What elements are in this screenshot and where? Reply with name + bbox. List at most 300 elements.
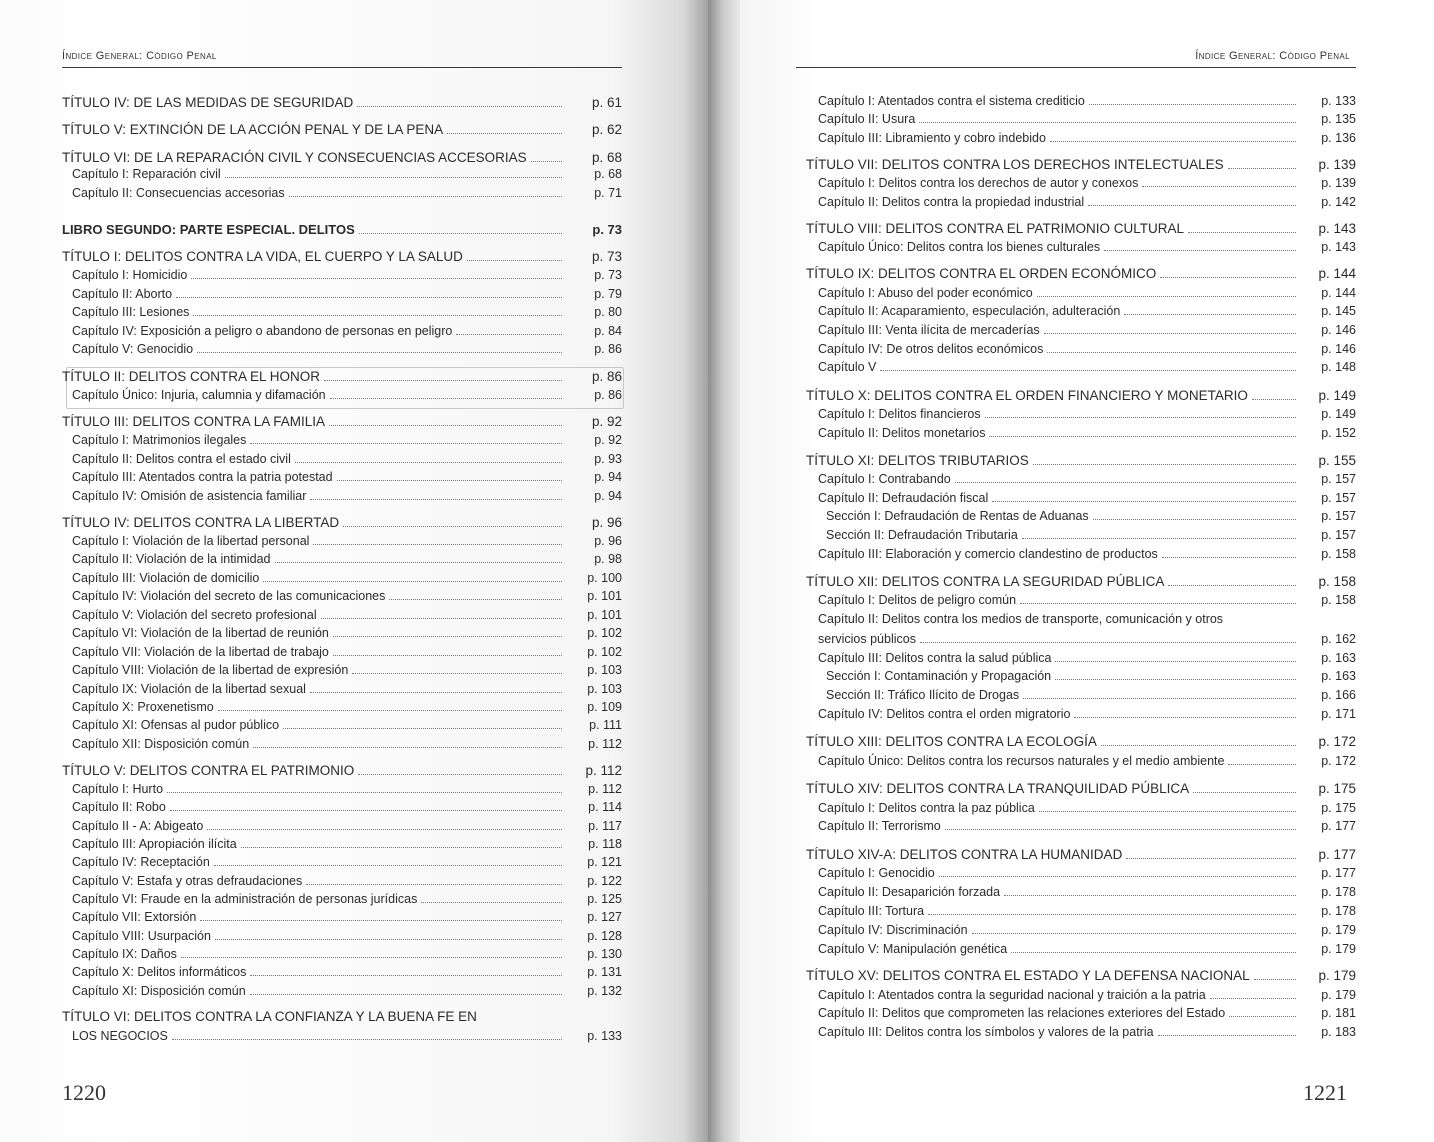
entry-page-number: p. 177 xyxy=(1321,866,1356,880)
dot-leader xyxy=(207,828,562,830)
dot-leader xyxy=(170,809,562,811)
entry-title: Capítulo I: Delitos contra la paz pública xyxy=(818,801,1035,815)
dot-leader xyxy=(389,598,562,600)
entry-page-number: p. 62 xyxy=(591,122,622,137)
entry-title: Capítulo X: Delitos informáticos xyxy=(72,965,247,979)
left-toc-entry xyxy=(62,963,622,981)
entry-page-number: p. 175 xyxy=(1321,801,1356,815)
left-toc-entry xyxy=(62,184,622,202)
entry-title: Capítulo II: Delitos que comprometen las relaciones exteriores del Estado xyxy=(818,1006,1226,1020)
entry-title: Capítulo III: Atentados contra la patria potestad xyxy=(72,470,333,484)
entry-title: Capítulo I: Matrimonios ilegales xyxy=(72,433,247,447)
entry-title: Capítulo Único: Delitos contra los recursos naturales y el medio ambiente xyxy=(818,754,1225,768)
entry-page-number: p. 183 xyxy=(1321,1025,1356,1039)
right-toc-entry xyxy=(806,156,1356,174)
entry-title: Capítulo IX: Violación de la libertad sexual xyxy=(72,682,306,696)
entry-page-number: p. 73 xyxy=(591,249,622,264)
dot-leader xyxy=(1228,763,1296,765)
entry-title: Capítulo IX: Daños xyxy=(72,947,177,961)
entry-title: Sección I: Defraudación de Rentas de Aduanas xyxy=(826,509,1089,523)
entry-title: Capítulo IV: Exposición a peligro o abandono de personas en peligro xyxy=(72,324,453,338)
right-toc-entry xyxy=(806,358,1356,376)
entry-page-number: p. 144 xyxy=(1318,266,1356,281)
left-toc-entry xyxy=(62,468,622,486)
entry-page-number: p. 118 xyxy=(588,837,622,851)
dot-leader xyxy=(467,259,562,261)
entry-page-number: p. 112 xyxy=(588,737,622,751)
entry-page-number: p. 93 xyxy=(594,452,622,466)
entry-page-number: p. 128 xyxy=(587,929,622,943)
entry-title: Capítulo IV: Receptación xyxy=(72,855,210,869)
entry-title: TÍTULO XIV-A: DELITOS CONTRA LA HUMANIDAD xyxy=(806,847,1123,862)
dot-leader xyxy=(321,617,562,619)
left-toc-entry xyxy=(62,716,622,734)
entry-title: Capítulo XII: Disposición común xyxy=(72,737,250,751)
entry-title: Capítulo III: Delitos contra la salud pública xyxy=(818,651,1052,665)
entry-title: Capítulo XI: Ofensas al pudor público xyxy=(72,718,280,732)
right-toc-entry xyxy=(806,940,1356,958)
dot-leader xyxy=(1160,276,1296,278)
entry-page-number: p. 79 xyxy=(594,287,622,301)
right-toc-entry xyxy=(806,545,1356,563)
dot-leader xyxy=(283,727,562,729)
left-toc-entry xyxy=(62,340,622,358)
entry-title: Capítulo V: Violación del secreto profesional xyxy=(72,608,317,622)
entry-title: Capítulo V: Estafa y otras defraudaciones xyxy=(72,874,303,888)
entry-title: Capítulo III: Tortura xyxy=(818,904,925,918)
entry-page-number: p. 149 xyxy=(1318,388,1356,403)
dot-leader xyxy=(193,314,562,316)
entry-page-number: p. 117 xyxy=(588,819,622,833)
entry-title: TÍTULO XII: DELITOS CONTRA LA SEGURIDAD PÚBLICA xyxy=(806,574,1165,589)
dot-leader xyxy=(289,195,562,197)
entry-page-number: p. 163 xyxy=(1321,651,1356,665)
entry-title: Sección II: Defraudación Tributaria xyxy=(826,528,1018,542)
left-toc-entry xyxy=(62,982,622,1000)
entry-page-number: p. 131 xyxy=(587,965,622,979)
dot-leader xyxy=(1104,249,1296,251)
dot-leader xyxy=(250,974,562,976)
right-toc-entry xyxy=(806,489,1356,507)
dot-leader xyxy=(330,397,562,399)
right-toc-entry xyxy=(806,573,1356,591)
entry-page-number: p. 103 xyxy=(587,682,622,696)
left-toc-entry xyxy=(62,780,622,798)
left-toc-entry xyxy=(62,487,622,505)
dot-leader xyxy=(313,543,562,545)
dot-leader xyxy=(989,435,1296,437)
dot-leader xyxy=(1101,744,1296,746)
right-toc-entry xyxy=(806,470,1356,488)
entry-page-number: p. 172 xyxy=(1321,754,1356,768)
dot-leader xyxy=(181,956,562,958)
entry-title: Capítulo IV: Discriminación xyxy=(818,923,968,937)
entry-page-number: p. 101 xyxy=(587,589,622,603)
entry-page-number: p. 157 xyxy=(1321,472,1356,486)
entry-title: Capítulo XI: Disposición común xyxy=(72,984,246,998)
right-header-rule xyxy=(796,67,1356,68)
dot-leader xyxy=(1124,313,1296,315)
entry-page-number: p. 132 xyxy=(587,984,622,998)
entry-page-number: p. 133 xyxy=(1321,94,1356,108)
entry-page-number: p. 177 xyxy=(1321,819,1356,833)
right-toc-entry xyxy=(806,864,1356,882)
dot-leader xyxy=(456,333,562,335)
entry-page-number: p. 84 xyxy=(594,324,622,338)
entry-title: Capítulo V: Genocidio xyxy=(72,342,194,356)
entry-title: LOS NEGOCIOS xyxy=(72,1029,168,1043)
dot-leader xyxy=(955,481,1296,483)
dot-leader xyxy=(992,500,1296,502)
entry-title: Capítulo II: Consecuencias accesorias xyxy=(72,186,285,200)
left-header-rule xyxy=(62,67,622,68)
entry-title: TÍTULO VI: DE LA REPARACIÓN CIVIL Y CONSECUENCIAS ACCESORIAS xyxy=(62,150,527,165)
left-toc-entry xyxy=(62,550,622,568)
dot-leader xyxy=(1020,602,1296,604)
entry-page-number: p. 162 xyxy=(1321,632,1356,646)
entry-title: Capítulo III: Venta ilícita de mercaderías xyxy=(818,323,1040,337)
entry-title: TÍTULO XIII: DELITOS CONTRA LA ECOLOGÍA xyxy=(806,734,1097,749)
entry-title: TÍTULO V: EXTINCIÓN DE LA ACCIÓN PENAL Y DE LA PENA xyxy=(62,122,444,137)
entry-page-number: p. 158 xyxy=(1318,574,1356,589)
dot-leader xyxy=(1093,518,1296,520)
dot-leader xyxy=(1089,103,1296,105)
dot-leader xyxy=(333,654,562,656)
left-toc-entry xyxy=(62,569,622,587)
left-toc-entry xyxy=(62,266,622,284)
right-toc-entry xyxy=(806,733,1356,751)
dot-leader xyxy=(324,379,562,381)
right-toc-entry xyxy=(806,1004,1356,1022)
entry-title: Capítulo VII: Violación de la libertad de trabajo xyxy=(72,645,329,659)
entry-title: Capítulo I: Atentados contra la seguridad nacional y traición a la patria xyxy=(818,988,1206,1002)
entry-title: Capítulo III: Libramiento y cobro indebido xyxy=(818,131,1046,145)
entry-page-number: p. 145 xyxy=(1321,304,1356,318)
dot-leader xyxy=(1088,204,1296,206)
entry-title: TÍTULO VIII: DELITOS CONTRA EL PATRIMONIO CULTURAL xyxy=(806,221,1185,236)
right-toc-entry xyxy=(806,1023,1356,1041)
left-toc-entry xyxy=(62,835,622,853)
entry-page-number: p. 171 xyxy=(1321,707,1356,721)
dot-leader xyxy=(1011,951,1296,953)
right-toc-entry xyxy=(806,526,1356,544)
entry-page-number: p. 179 xyxy=(1321,988,1356,1002)
entry-title: Capítulo VII: Extorsión xyxy=(72,910,197,924)
entry-title: Capítulo II: Delitos contra la propiedad industrial xyxy=(818,195,1085,209)
dot-leader xyxy=(920,641,1296,643)
entry-title: Capítulo I: Delitos de peligro común xyxy=(818,593,1017,607)
entry-page-number: p. 86 xyxy=(594,342,622,356)
entry-title: Capítulo IV: Delitos contra el orden migratorio xyxy=(818,707,1071,721)
right-running-head: Índice General: Código Penal xyxy=(1195,50,1350,62)
dot-leader xyxy=(1055,678,1296,680)
entry-title: Capítulo II: Defraudación fiscal xyxy=(818,491,989,505)
entry-page-number: p. 157 xyxy=(1321,491,1356,505)
entry-page-number: p. 179 xyxy=(1318,968,1356,983)
entry-title: Capítulo II: Delitos contra el estado civil xyxy=(72,452,291,466)
entry-page-number: p. 94 xyxy=(594,489,622,503)
left-toc-entry xyxy=(62,680,622,698)
entry-title: Capítulo VI: Violación de la libertad de reunión xyxy=(72,626,329,640)
entry-title: Capítulo Único: Delitos contra los bienes culturales xyxy=(818,240,1101,254)
dot-leader xyxy=(250,993,562,995)
entry-title: Capítulo V xyxy=(818,360,877,374)
entry-page-number: p. 101 xyxy=(587,608,622,622)
entry-page-number: p. 112 xyxy=(585,763,622,778)
entry-title: Capítulo VI: Fraude en la administración de personas jurídicas xyxy=(72,892,418,906)
right-toc-entry xyxy=(806,705,1356,723)
right-toc-entry xyxy=(806,986,1356,1004)
entry-page-number: p. 144 xyxy=(1321,286,1356,300)
dot-leader xyxy=(880,369,1296,371)
left-toc-entry xyxy=(62,413,622,431)
dot-leader xyxy=(352,672,562,674)
entry-page-number: p. 71 xyxy=(594,186,622,200)
entry-page-number: p. 96 xyxy=(591,515,622,530)
entry-title: TÍTULO XIV: DELITOS CONTRA LA TRANQUILIDAD PÚBLICA xyxy=(806,781,1190,796)
dot-leader xyxy=(1210,997,1296,999)
right-toc-entry xyxy=(806,174,1356,192)
left-toc-entry xyxy=(62,431,622,449)
entry-title: TÍTULO XV: DELITOS CONTRA EL ESTADO Y LA DEFENSA NACIONAL xyxy=(806,968,1250,983)
entry-page-number: p. 181 xyxy=(1321,1006,1356,1020)
left-toc-entry xyxy=(62,248,622,266)
entry-page-number: p. 179 xyxy=(1321,942,1356,956)
left-toc-entry xyxy=(62,587,622,605)
left-toc-entry xyxy=(62,624,622,642)
entry-title: Capítulo III: Delitos contra los símbolos y valores de la patria xyxy=(818,1025,1154,1039)
entry-page-number: p. 122 xyxy=(587,874,622,888)
entry-page-number: p. 135 xyxy=(1321,112,1356,126)
right-toc-entry xyxy=(806,902,1356,920)
left-toc-entry xyxy=(62,735,622,753)
right-toc-entry xyxy=(806,846,1356,864)
dot-leader xyxy=(191,277,562,279)
dot-leader xyxy=(329,424,562,426)
entry-title: TÍTULO III: DELITOS CONTRA LA FAMILIA xyxy=(62,414,326,429)
entry-title: Capítulo I: Abuso del poder económico xyxy=(818,286,1033,300)
entry-page-number: p. 152 xyxy=(1321,426,1356,440)
entry-title: Sección II: Tráfico Ilícito de Drogas xyxy=(826,688,1020,702)
entry-page-number: p. 175 xyxy=(1318,781,1356,796)
right-toc-entry xyxy=(806,630,1356,648)
dot-leader xyxy=(1158,1034,1296,1036)
left-toc-entry xyxy=(62,945,622,963)
left-toc-entry xyxy=(62,386,622,404)
entry-title: Capítulo VIII: Usurpación xyxy=(72,929,211,943)
dot-leader xyxy=(172,1038,562,1040)
left-toc-entry xyxy=(62,285,622,303)
dot-leader xyxy=(1126,857,1296,859)
right-toc-entry xyxy=(806,387,1356,405)
entry-page-number: p. 133 xyxy=(587,1029,622,1043)
entry-title: TÍTULO XI: DELITOS TRIBUTARIOS xyxy=(806,453,1029,468)
entry-page-number: p. 143 xyxy=(1318,221,1356,236)
right-toc-entry xyxy=(806,193,1356,211)
left-toc-entry xyxy=(62,872,622,890)
entry-title: Capítulo III: Apropiación ilícita xyxy=(72,837,237,851)
dot-leader xyxy=(295,461,562,463)
entry-title: Capítulo II: Terrorismo xyxy=(818,819,941,833)
dot-leader xyxy=(1037,295,1296,297)
left-toc-entry xyxy=(62,303,622,321)
entry-page-number: p. 94 xyxy=(594,470,622,484)
entry-page-number: p. 103 xyxy=(587,663,622,677)
entry-page-number: p. 102 xyxy=(587,626,622,640)
entry-page-number: p. 177 xyxy=(1318,847,1356,862)
dot-leader xyxy=(218,709,562,711)
right-toc-entry xyxy=(806,799,1356,817)
entry-title: Capítulo Único: Injuria, calumnia y difamación xyxy=(72,388,326,402)
dot-leader xyxy=(1055,660,1296,662)
entry-page-number: p. 163 xyxy=(1321,669,1356,683)
dot-leader xyxy=(939,875,1296,877)
entry-page-number: p. 80 xyxy=(594,305,622,319)
right-toc-entry xyxy=(806,752,1356,770)
dot-leader xyxy=(1228,167,1296,169)
entry-title: Capítulo IV: Omisión de asistencia familiar xyxy=(72,489,307,503)
entry-page-number: p. 102 xyxy=(587,645,622,659)
left-toc-entry xyxy=(62,762,622,780)
left-toc-entry xyxy=(62,1008,622,1026)
left-toc-entry xyxy=(62,322,622,340)
entry-page-number: p. 157 xyxy=(1321,528,1356,542)
entry-title: TÍTULO VI: DELITOS CONTRA LA CONFIANZA Y LA BUENA FE EN xyxy=(62,1009,477,1024)
entry-page-number: p. 96 xyxy=(594,534,622,548)
dot-leader xyxy=(928,913,1296,915)
dot-leader xyxy=(197,351,562,353)
entry-title: Sección I: Contaminación y Propagación xyxy=(826,669,1052,683)
entry-page-number: p. 114 xyxy=(588,800,622,814)
left-toc-entry xyxy=(62,643,622,661)
left-toc-entry xyxy=(62,817,622,835)
right-page-number: 1221 xyxy=(1303,1080,1347,1105)
entry-page-number: p. 61 xyxy=(591,95,622,110)
left-toc-entry xyxy=(62,450,622,468)
right-toc-entry xyxy=(806,883,1356,901)
entry-page-number: p. 155 xyxy=(1318,453,1356,468)
entry-page-number: p. 100 xyxy=(587,571,622,585)
entry-page-number: p. 157 xyxy=(1321,509,1356,523)
entry-page-number: p. 142 xyxy=(1321,195,1356,209)
entry-page-number: p. 146 xyxy=(1321,323,1356,337)
left-toc-entry xyxy=(62,165,622,183)
dot-leader xyxy=(358,773,562,775)
dot-leader xyxy=(1074,716,1296,718)
entry-title: Capítulo I: Genocidio xyxy=(818,866,935,880)
entry-title: TÍTULO VII: DELITOS CONTRA LOS DERECHOS INTELECTUALES xyxy=(806,157,1224,172)
left-toc-entry xyxy=(62,1027,622,1045)
dot-leader xyxy=(531,160,562,162)
dot-leader xyxy=(447,132,562,134)
dot-leader xyxy=(1022,537,1296,539)
entry-title: Capítulo IV: Violación del secreto de las comunicaciones xyxy=(72,589,386,603)
entry-title: TÍTULO IV: DE LAS MEDIDAS DE SEGURIDAD xyxy=(62,95,354,110)
entry-page-number: p. 86 xyxy=(591,369,622,384)
left-toc-entry xyxy=(62,221,622,239)
dot-leader xyxy=(919,121,1296,123)
left-toc-entry xyxy=(62,532,622,550)
dot-leader xyxy=(337,479,562,481)
right-toc-entry xyxy=(806,649,1356,667)
right-toc-entry xyxy=(806,92,1356,110)
right-toc-entry xyxy=(806,321,1356,339)
entry-title: TÍTULO IX: DELITOS CONTRA EL ORDEN ECONÓMICO xyxy=(806,266,1157,281)
dot-leader xyxy=(1044,332,1296,334)
left-toc-entry xyxy=(62,927,622,945)
dot-leader xyxy=(945,828,1296,830)
entry-page-number: p. 166 xyxy=(1321,688,1356,702)
entry-title: Capítulo III: Lesiones xyxy=(72,305,190,319)
dot-leader xyxy=(1252,398,1296,400)
right-toc-entry xyxy=(806,967,1356,985)
right-toc-entry xyxy=(806,424,1356,442)
left-page-number: 1220 xyxy=(62,1080,106,1105)
dot-leader xyxy=(1004,894,1296,896)
entry-title: servicios públicos xyxy=(818,632,916,646)
dot-leader xyxy=(253,746,562,748)
entry-title: TÍTULO V: DELITOS CONTRA EL PATRIMONIO xyxy=(62,763,355,778)
left-toc-entry xyxy=(62,368,622,386)
entry-page-number: p. 139 xyxy=(1321,176,1356,190)
left-toc-entry xyxy=(62,853,622,871)
right-toc-entry xyxy=(806,220,1356,238)
entry-title: Capítulo I: Contrabando xyxy=(818,472,951,486)
entry-page-number: p. 98 xyxy=(594,552,622,566)
dot-leader xyxy=(1188,231,1296,233)
entry-title: TÍTULO II: DELITOS CONTRA EL HONOR xyxy=(62,369,321,384)
dot-leader xyxy=(1254,978,1296,980)
right-toc-entry xyxy=(806,405,1356,423)
entry-title: Capítulo II: Robo xyxy=(72,800,166,814)
dot-leader xyxy=(985,416,1296,418)
entry-page-number: p. 92 xyxy=(591,414,622,429)
dot-leader xyxy=(215,938,562,940)
right-toc-entry xyxy=(806,452,1356,470)
dot-leader xyxy=(1047,351,1296,353)
left-toc-entry xyxy=(62,890,622,908)
left-toc-entry xyxy=(62,514,622,532)
entry-title: Capítulo III: Elaboración y comercio clandestino de productos xyxy=(818,547,1158,561)
entry-page-number: p. 68 xyxy=(591,150,622,165)
dot-leader xyxy=(1142,185,1296,187)
entry-title: Capítulo I: Atentados contra el sistema crediticio xyxy=(818,94,1085,108)
entry-title: Capítulo II: Delitos monetarios xyxy=(818,426,986,440)
entry-title: Capítulo VIII: Violación de la libertad de expresión xyxy=(72,663,349,677)
entry-page-number: p. 109 xyxy=(587,700,622,714)
dot-leader xyxy=(176,296,562,298)
entry-title: Capítulo II: Usura xyxy=(818,112,916,126)
dot-leader xyxy=(225,176,562,178)
entry-title: Capítulo II: Desaparición forzada xyxy=(818,885,1001,899)
dot-leader xyxy=(343,525,562,527)
left-toc-entry xyxy=(62,908,622,926)
dot-leader xyxy=(241,846,562,848)
dot-leader xyxy=(1023,697,1296,699)
entry-page-number: p. 172 xyxy=(1318,734,1356,749)
right-toc-entry xyxy=(806,129,1356,147)
dot-leader xyxy=(275,561,563,563)
dot-leader xyxy=(1229,1015,1296,1017)
entry-title: TÍTULO X: DELITOS CONTRA EL ORDEN FINANCIERO Y MONETARIO xyxy=(806,388,1248,403)
entry-page-number: p. 73 xyxy=(594,268,622,282)
dot-leader xyxy=(1168,584,1296,586)
entry-title: Capítulo II: Acaparamiento, especulación, adulteración xyxy=(818,304,1121,318)
entry-title: LIBRO SEGUNDO: PARTE ESPECIAL. DELITOS xyxy=(62,222,355,237)
right-toc-entry xyxy=(806,302,1356,320)
entry-title: Capítulo V: Manipulación genética xyxy=(818,942,1008,956)
right-toc-entry xyxy=(806,667,1356,685)
